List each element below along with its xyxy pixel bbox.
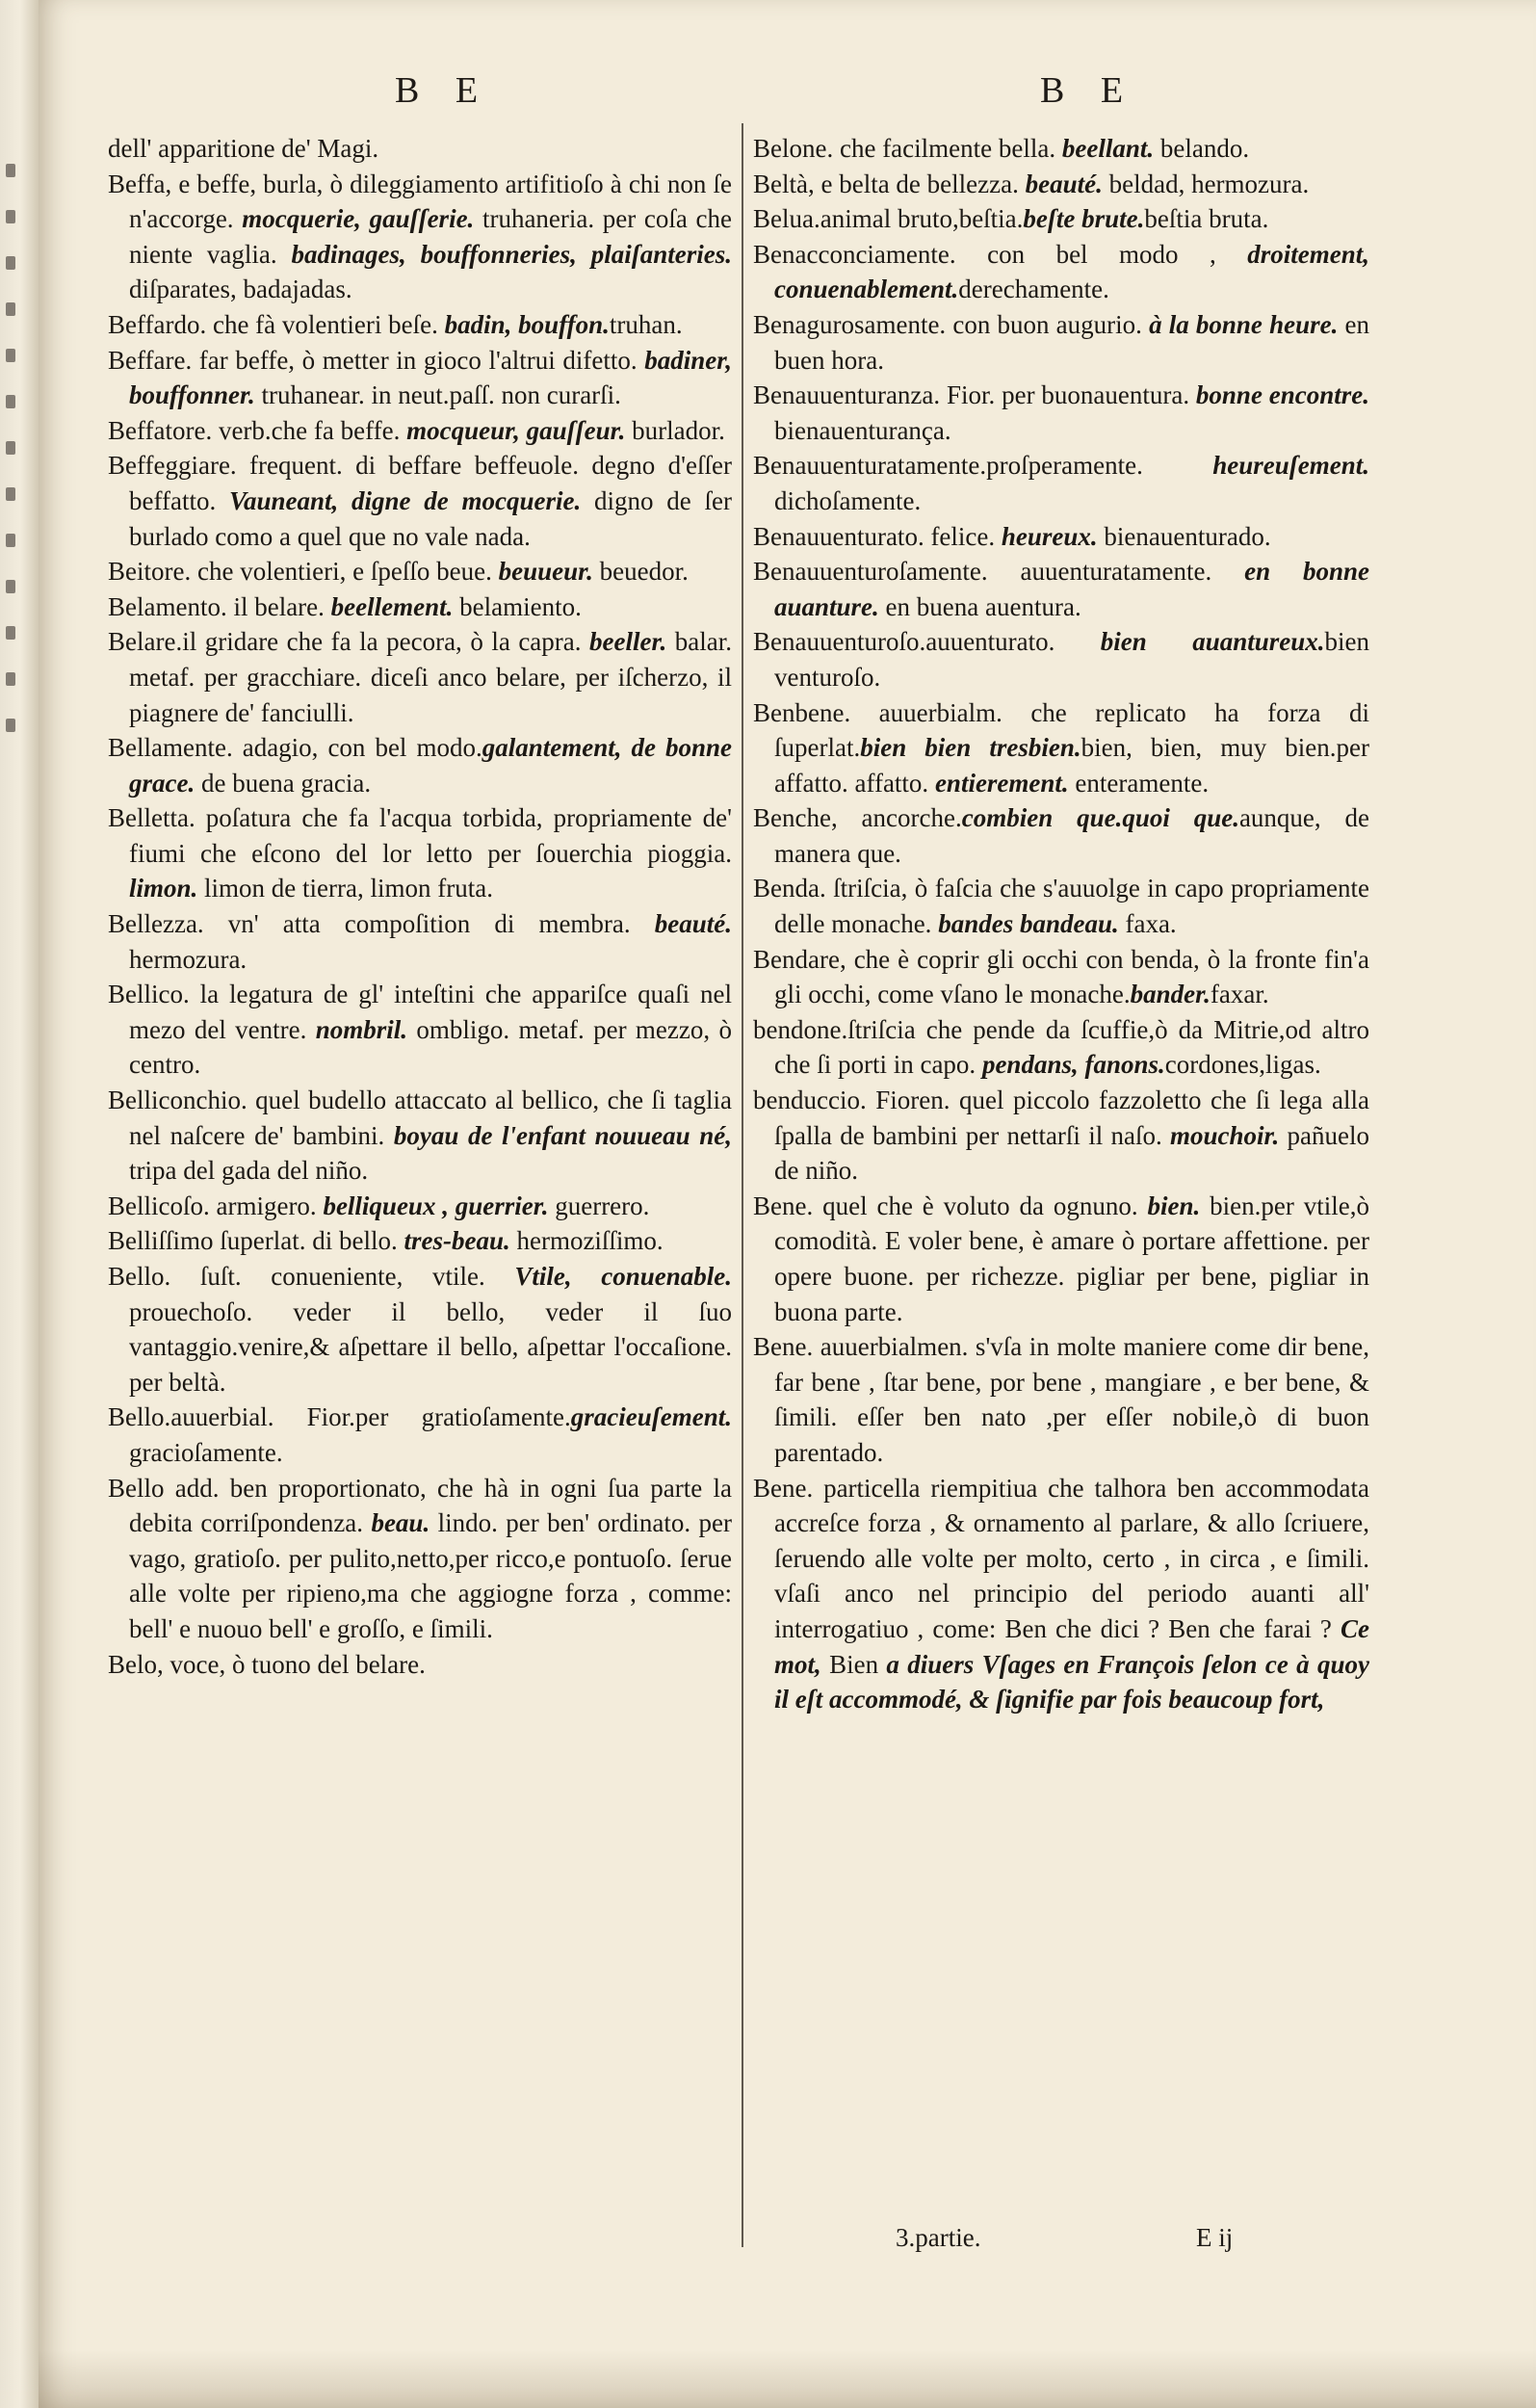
french-gloss: en bonne auanture. <box>774 557 1369 621</box>
dictionary-entry <box>753 871 1369 941</box>
dictionary-entry <box>108 1189 732 1224</box>
french-gloss: beauté. <box>1025 169 1103 198</box>
entry-text: hermozura. <box>129 944 247 974</box>
french-gloss: bonne encontre. <box>1195 380 1369 410</box>
dictionary-entry <box>108 1223 732 1259</box>
entry-text: Bellamente. adagio, con bel modo. <box>108 733 482 763</box>
dictionary-entry <box>753 378 1369 448</box>
entry-text: Belone. che facilmente bella. <box>753 134 1062 163</box>
french-gloss: beuueur. <box>498 557 593 587</box>
entry-text: Beltà, e belta de bellezza. <box>753 169 1026 198</box>
entry-text: Bellicoſo. armigero. <box>108 1191 324 1220</box>
entry-text: faxar. <box>1210 980 1269 1009</box>
dictionary-entry <box>108 343 732 413</box>
dictionary-entry <box>753 695 1369 801</box>
entry-text: derechamente. <box>958 275 1109 304</box>
entry-text: Benauuenturoſamente. auuenturatamente. <box>753 557 1245 587</box>
dictionary-entry <box>753 1189 1369 1329</box>
entry-text: diſparates, badajadas. <box>129 275 352 304</box>
entry-text: aunque, de manera que. <box>774 803 1370 868</box>
entry-text: Bellico. la legatura de gl' inteſtini che appariſce quaſi nel mezo del ventre. <box>108 980 732 1044</box>
entry-text: Beitore. che volentieri, e ſpeſſo beue. <box>108 557 499 587</box>
page-bottom-shadow <box>39 2350 1536 2408</box>
french-gloss: mouchoir. <box>1169 1120 1280 1150</box>
entry-text: digno de ſer burlado como a quel que no vale nada. <box>129 485 733 551</box>
entry-text: bien venturoſo. <box>774 627 1369 692</box>
entry-text: faxa. <box>1118 909 1177 939</box>
dictionary-entry <box>108 1471 732 1647</box>
entry-text: Belo, voce, ò tuono del belare. <box>108 1649 426 1679</box>
entry-text: Bene. quel che è voluto da ognuno. <box>753 1191 1148 1220</box>
entry-text: Benche, ancorche. <box>753 803 962 833</box>
entry-text: en buen hora. <box>774 309 1369 375</box>
dictionary-entry <box>753 1329 1369 1470</box>
dictionary-entry <box>108 554 732 589</box>
entry-text: bien, bien, muy bien.per affatto. affatto. <box>774 733 1369 798</box>
dictionary-entry <box>108 448 732 554</box>
entry-text: en buena auentura. <box>878 591 1081 621</box>
dictionary-entry <box>753 1012 1369 1083</box>
dictionary-entry <box>108 624 732 730</box>
entry-text: guerrero. <box>548 1191 650 1220</box>
dictionary-entry <box>108 307 732 343</box>
entry-text: Benauuenturatamente.proſperamente. <box>753 451 1213 481</box>
gathering-signature: E ij <box>1196 2223 1234 2252</box>
dictionary-entry <box>108 131 732 167</box>
entry-text: Benacconciamente. con bel modo , <box>753 239 1248 269</box>
dictionary-entry <box>753 519 1369 555</box>
entry-text: ombligo. metaf. per mezzo, ò centro. <box>129 1014 732 1080</box>
gutter-bleed-marks <box>6 164 35 765</box>
french-gloss: Ce mot, <box>774 1613 1369 1679</box>
dictionary-entry <box>108 730 732 800</box>
french-gloss: bien bien tresbien. <box>860 733 1081 763</box>
entry-text: Beffeggiare. frequent. di beffare beffeuole. degno d'eſſer beffatto. <box>108 451 732 515</box>
french-gloss: beellement. <box>330 591 454 621</box>
entry-text: truhaneria. per coſa che niente vaglia. <box>129 204 732 269</box>
entry-text: dichoſamente. <box>774 485 922 515</box>
dictionary-entry <box>108 800 732 906</box>
entry-text: Bene. auuerbialmen. s'vſa in molte maniere come dir bene, far bene , ſtar bene, por bene , mangiare , e ber bene, & ſimili. eſſer ben nato ,per eſſer nobile,ò di buon parentado. <box>753 1332 1369 1467</box>
entry-text: bien.per vtile,ò comodità. E voler bene, è amare ò portare affettione. per opere buone. per richezze. pigliar per bene, pigliar in buona parte. <box>774 1191 1369 1326</box>
entry-text: Benauuenturato. felice. <box>753 521 1002 551</box>
entry-text: bienauenturança. <box>774 415 951 445</box>
french-gloss: mocquerie, gauſſerie. <box>242 204 475 234</box>
dictionary-entry <box>108 167 732 307</box>
french-gloss: bien auantureux. <box>1100 627 1325 657</box>
french-gloss: droitement, conuenablement. <box>774 239 1369 304</box>
entry-text: Belua.animal bruto,beſtia. <box>753 204 1024 234</box>
dictionary-entry <box>108 1400 732 1470</box>
entry-text: de buena gracia. <box>195 768 372 798</box>
entry-text: prouechoſo. veder il bello, veder il ſuo vantaggio.venire,& aſpettare il bello, aſpettar l'occaſione. per beltà. <box>129 1296 732 1397</box>
entry-text: Bello. ſuſt. conueniente, vtile. <box>108 1262 515 1291</box>
entry-text: Belamento. il belare. <box>108 591 331 621</box>
entry-text: Benauuenturoſo.auuenturato. <box>753 627 1101 657</box>
dictionary-entry <box>753 554 1369 624</box>
entry-text: belando. <box>1154 134 1250 163</box>
french-gloss: beellant. <box>1061 134 1155 163</box>
entry-text: belamiento. <box>453 591 582 621</box>
dictionary-entry <box>753 448 1369 518</box>
dictionary-entry <box>753 800 1369 871</box>
french-gloss: mocqueur, gauſſeur. <box>406 415 626 445</box>
dictionary-entry <box>108 1259 732 1400</box>
french-gloss: beeller. <box>589 627 667 657</box>
entry-text: beldad, hermozura. <box>1102 169 1310 198</box>
dictionary-entry <box>753 167 1369 202</box>
french-gloss: belliqueux , guerrier. <box>323 1191 549 1220</box>
french-gloss: badin, bouffon. <box>444 309 610 339</box>
entry-text: Belletta. poſatura che fa l'acqua torbida, propriamente de' fiumi che eſcono del lor letto per ſouerchia pioggia. <box>108 803 732 868</box>
running-head-right: B E <box>1040 70 1137 111</box>
entry-text: Bello add. ben proportionato, che hà in ogni ſua parte la debita corriſpondenza. <box>108 1473 732 1538</box>
french-gloss: galantement, de bonne grace. <box>129 733 732 798</box>
french-gloss: beſte brute. <box>1023 204 1145 234</box>
french-gloss: heureux. <box>1001 521 1098 551</box>
french-gloss: heureuſement. <box>1212 451 1369 481</box>
entry-text: Benagurosamente. con buon augurio. <box>753 309 1150 339</box>
entry-text: gracioſamente. <box>129 1437 283 1467</box>
entry-text: beſtia bruta. <box>1144 204 1269 234</box>
french-gloss: boyau de l'enfant nouueau né, <box>393 1120 732 1150</box>
dictionary-entry <box>753 942 1369 1012</box>
entry-text: Bellezza. vn' atta compoſition di membra. <box>108 909 655 939</box>
french-gloss: beau. <box>371 1508 430 1538</box>
french-gloss: limon. <box>129 874 198 903</box>
dictionary-entry <box>108 1083 732 1189</box>
entry-text: tripa del gada del niño. <box>129 1156 369 1186</box>
entry-text: bienauenturado. <box>1097 521 1271 551</box>
dictionary-entry <box>108 413 732 449</box>
french-gloss: bandes bandeau. <box>938 909 1119 939</box>
entry-text: hermoziſſimo. <box>509 1226 664 1256</box>
entry-text: Belliſſimo ſuperlat. di bello. <box>108 1226 404 1256</box>
dictionary-entry <box>753 201 1369 237</box>
entry-text: Benauuenturanza. Fior. per buonauentura. <box>753 380 1196 410</box>
entry-text: Bene. particella riempitiua che talhora ben accommodata accreſce forza , & ornamento al parlare, & allo ſcriuere, ſeruendo alle volte per molto, certo , in circa , e ſimili. vſaſi anco nel principio del periodo auanti all' interrogatiuo , come: Ben che dici ? Ben che farai ? <box>753 1473 1369 1643</box>
french-gloss: entierement. <box>934 768 1069 798</box>
dictionary-entry <box>753 237 1369 307</box>
entry-text: Beffardo. che fà volentieri beſe. <box>108 309 445 339</box>
column-divider <box>742 123 743 2247</box>
entry-text: Benbene. auuerbialm. che replicato ha forza di ſuperlat. <box>753 697 1369 763</box>
french-gloss: combien que.quoi que. <box>961 803 1239 833</box>
book-binding <box>0 0 40 2408</box>
dictionary-entry <box>753 307 1369 378</box>
french-gloss: bien. <box>1147 1191 1201 1220</box>
entry-text: pañuelo de niño. <box>774 1120 1369 1186</box>
french-gloss: badinages, bouffonneries, plaiſanteries. <box>291 239 732 269</box>
french-gloss: bander. <box>1130 980 1211 1009</box>
entry-text: benduccio. Fioren. quel piccolo fazzoletto che ſi lega alla ſpalla de bambini per nettarſi il naſo. <box>753 1086 1369 1150</box>
entry-text: Belliconchio. quel budello attaccato al bellico, che ſi taglia nel naſcere de' bambini. <box>108 1086 732 1150</box>
signature-mark: 3.partie. <box>896 2223 981 2252</box>
french-gloss: beauté. <box>654 909 732 939</box>
french-gloss: tres-beau. <box>404 1226 510 1256</box>
entry-text: Bien <box>820 1649 887 1679</box>
dictionary-entry <box>108 589 732 625</box>
entry-text: Beffatore. verb.che fa beffe. <box>108 415 407 445</box>
entry-text: Belare.il gridare che fa la pecora, ò la capra. <box>108 627 590 657</box>
entry-text: bendone.ſtriſcia che pende da ſcuffie,ò da Mitrie,od altro che ſi porti in capo. <box>753 1014 1369 1080</box>
entry-text: Bendare, che è coprir gli occhi con benda, ò la fronte fin'a gli occhi, come vſano le monache. <box>753 944 1369 1009</box>
right-column <box>753 131 1369 1717</box>
entry-text: lindo. per ben' ordinato. per vago, gratioſo. per pulito,netto,per ricco,e pontuoſo. ſerue alle volte per ripieno,ma che aggiogne forza , comme: bell' e nuouo bell' e groſſo, e ſimili. <box>129 1508 732 1643</box>
entry-text: dell' apparitione de' Magi. <box>108 134 379 163</box>
entry-text: balar. metaf. per gracchiare. diceſi anco belare, per iſcherzo, il piagnere de' fanciulli. <box>129 627 732 727</box>
dictionary-entry <box>753 1083 1369 1189</box>
entry-text: enteramente. <box>1068 768 1210 798</box>
french-gloss: a diuers Vſages en François ſelon ce à quoy il eſt accommodé, & ſignifie par fois beaucoup fort, <box>774 1649 1370 1714</box>
entry-text: Benda. ſtriſcia, ò faſcia che s'auuolge in capo propriamente delle monache. <box>753 874 1369 939</box>
french-gloss: Vauneant, digne de mocquerie. <box>228 485 582 515</box>
french-gloss: Vtile, conuenable. <box>514 1262 733 1291</box>
running-head-left: B E <box>395 70 492 111</box>
entry-text: Beffa, e beffe, burla, ò dileggiamento artifitioſo à chi non ſe n'accorge. <box>108 169 732 234</box>
left-column <box>108 131 732 1682</box>
entry-text: beuedor. <box>592 557 689 587</box>
entry-text: Bello.auuerbial. Fior.per gratioſamente. <box>108 1402 571 1432</box>
dictionary-entry <box>753 624 1369 694</box>
french-gloss: pendans, fanons. <box>981 1050 1165 1080</box>
entry-text: truhan. <box>609 309 683 339</box>
dictionary-entry <box>108 977 732 1083</box>
french-gloss: badiner, bouffonner. <box>129 345 732 410</box>
french-gloss: gracieuſement. <box>570 1402 732 1432</box>
dictionary-entry <box>108 1647 732 1683</box>
dictionary-entry <box>108 906 732 977</box>
french-gloss: nombril. <box>315 1014 408 1044</box>
entry-text: limon de tierra, limon fruta. <box>197 874 493 903</box>
entry-text: cordones,ligas. <box>1164 1050 1321 1080</box>
dictionary-entry <box>753 131 1369 167</box>
entry-text: burlador. <box>625 415 725 445</box>
french-gloss: à la bonne heure. <box>1149 309 1339 339</box>
entry-text: Beffare. far beffe, ò metter in gioco l'altrui difetto. <box>108 345 645 375</box>
dictionary-entry <box>753 1471 1369 1717</box>
entry-text: truhanear. in neut.paſſ. non curarſi. <box>254 380 621 410</box>
